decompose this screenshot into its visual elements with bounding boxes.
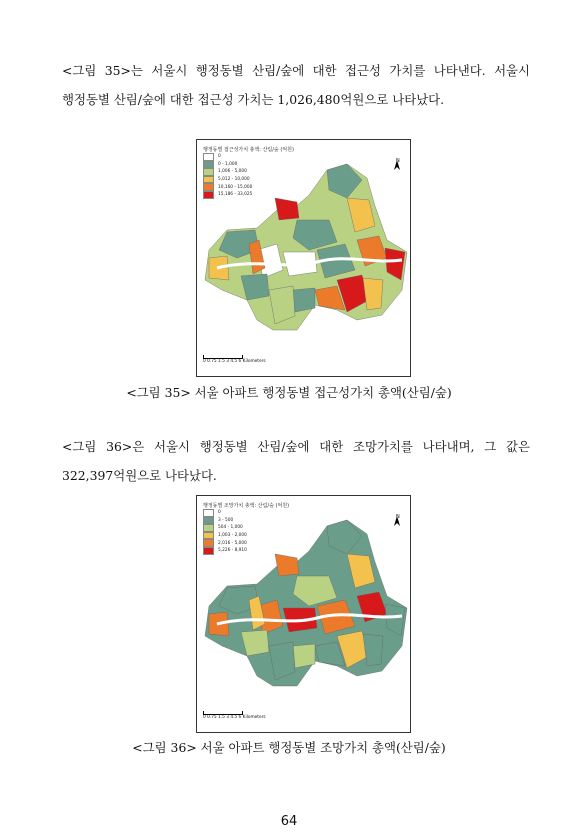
scale-bar (203, 711, 266, 720)
map-figure-35 (196, 139, 411, 377)
legend-item: 0 - 1,000 (203, 161, 294, 169)
north-arrow-icon: N (396, 514, 400, 520)
legend-item: 504 - 1,000 (203, 524, 289, 532)
legend-item: 0 (203, 509, 289, 517)
paragraph-1 (62, 56, 530, 114)
legend-item: 1,003 - 2,000 (203, 532, 289, 540)
paragraph-2 (62, 432, 530, 490)
legend-title: 행정동별 조망가치 총액: 산림/숲 (억원) (203, 503, 290, 509)
legend-item: 5,226 - 8,910 (203, 547, 289, 555)
paragraph-line: 행정동별 산림/숲에 대한 접근성 가치는 1,026,480억원으로 나타났다. (62, 92, 445, 107)
scale-unit: Kilometers (242, 715, 266, 720)
figure-caption-36: <그림 36> 서울 아파트 행정동별 조망가치 총액(산림/숲) (132, 740, 446, 755)
scale-ticks: 0 0.75 1.5 3 4.5 6 (203, 359, 242, 364)
legend-item: 15,186 - 33,025 (203, 191, 294, 199)
legend-item: 2,016 - 5,000 (203, 539, 289, 547)
legend-item: 1,006 - 5,000 (203, 168, 294, 176)
scale-ticks: 0 0.75 1.5 3 4.5 6 (203, 715, 242, 720)
legend-item: 5,012 - 10,000 (203, 176, 294, 184)
scale-unit: Kilometers (242, 359, 266, 364)
paragraph-line: <그림 36>은 서울시 행정동별 산림/숲에 대한 조망가치를 나타내며, 그 값은 (62, 439, 530, 454)
map-legend (203, 502, 289, 555)
scale-bar (203, 355, 266, 364)
map-figure-36 (196, 495, 411, 733)
legend-item: 10,160 - 15,000 (203, 183, 294, 191)
legend-item: 0 (203, 153, 294, 161)
legend-title: 행정동별 접근성가치 총액: 산림/숲 (억원) (203, 147, 294, 153)
figure-caption-35: <그림 35> 서울 아파트 행정동별 접근성가치 총액(산림/숲) (126, 385, 452, 400)
legend-item: 3 - 500 (203, 517, 289, 525)
map-legend (203, 146, 294, 199)
paragraph-line: 322,397억원으로 나타났다. (62, 468, 217, 483)
north-arrow-icon: N (396, 158, 400, 164)
paragraph-line: <그림 35>는 서울시 행정동별 산림/숲에 대한 접근성 가치를 나타낸다. 서울시 (62, 63, 530, 78)
page-number: 64 (280, 814, 298, 829)
